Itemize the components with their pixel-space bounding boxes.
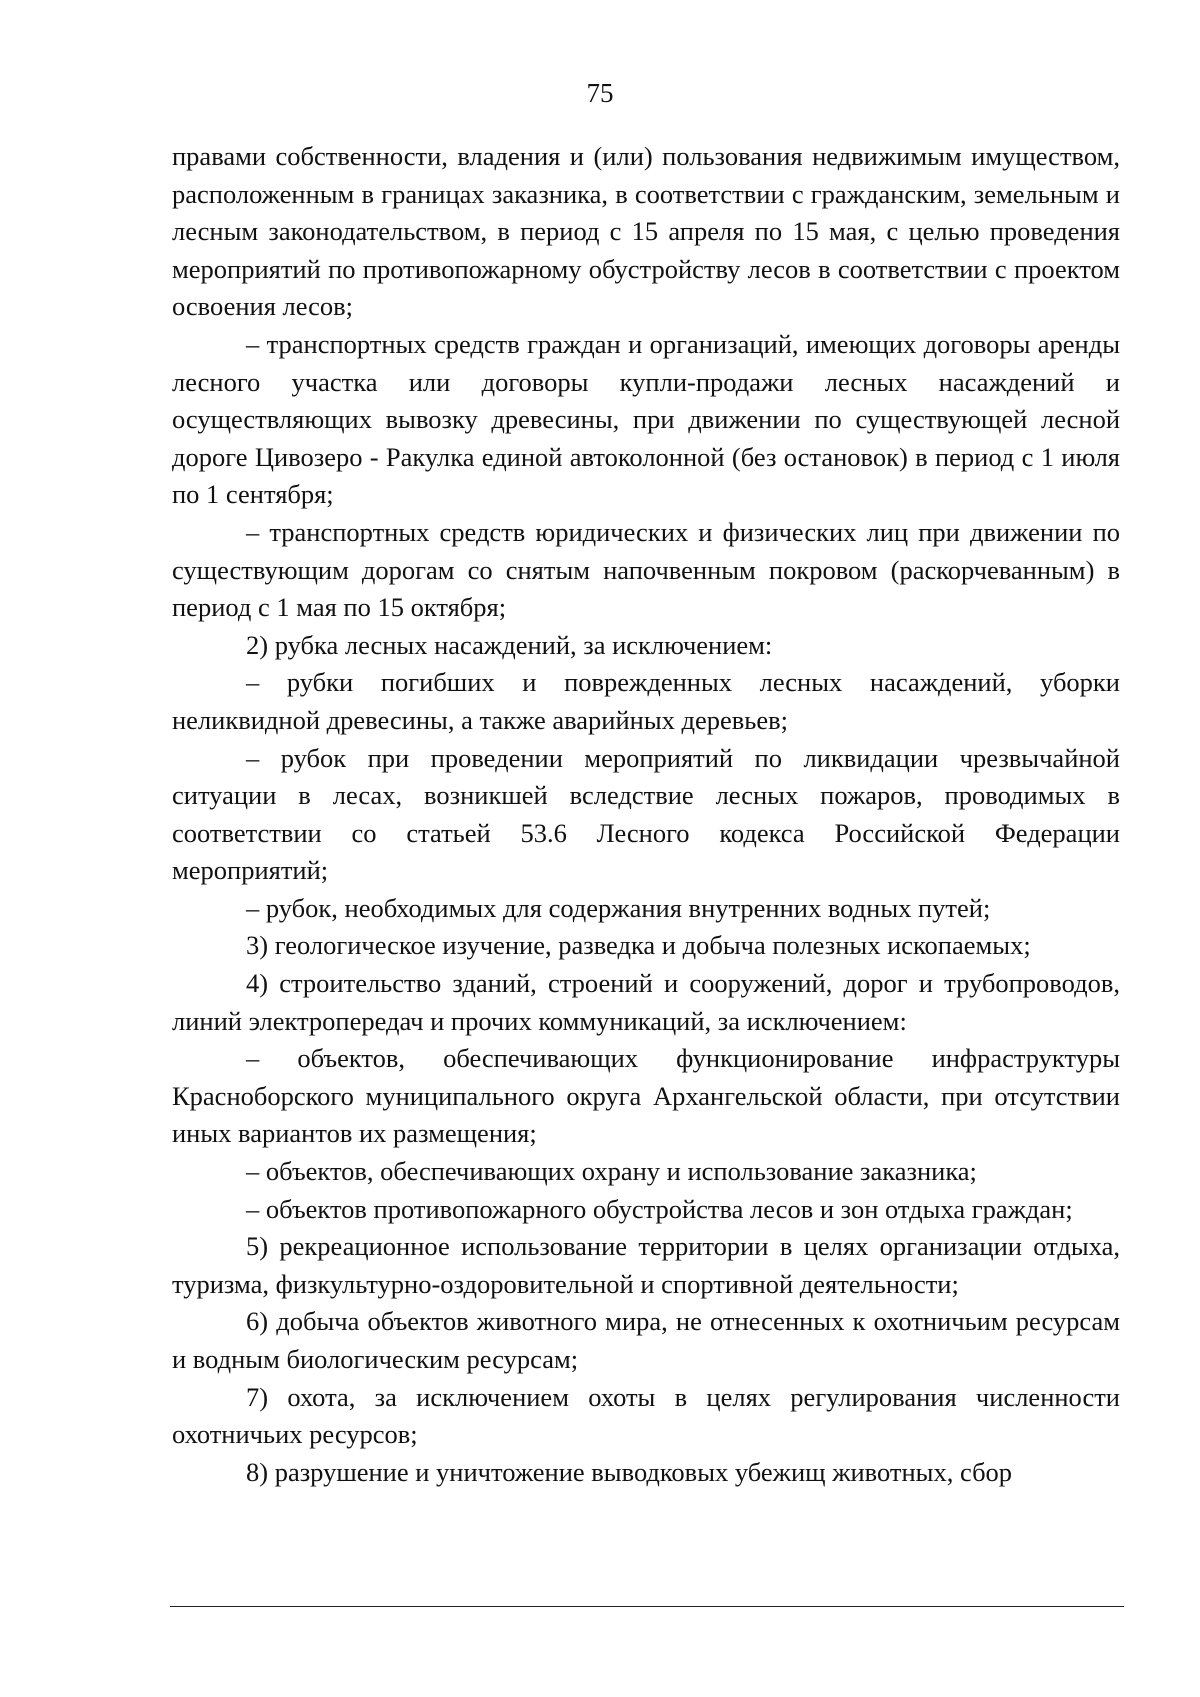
list-item: – объектов, обеспечивающих функционирование инфраструктуры Красноборского муниципального округа Архангельской области, при отсутствии иных вариантов их размещения;: [172, 1043, 1120, 1149]
list-item: – рубок при проведении мероприятий по ликвидации чрезвычайной ситуации в лесах, возникшей вследствие лесных пожаров, проводимых в соответствии со статьей 53.6 Лесного кодекса Российской Федерации мероприятий;: [172, 742, 1120, 886]
list-item: – рубок, необходимых для содержания внутренних водных путей;: [246, 892, 991, 923]
numbered-item: 5) рекреационное использование территории в целях организации отдыха, туризма, физкультурно-оздоровительной и спортивной деятельности;: [172, 1231, 1120, 1299]
numbered-item: 4) строительство зданий, строений и сооружений, дорог и трубопроводов, линий электропередач и прочих коммуникаций, за исключением:: [172, 968, 1120, 1036]
numbered-item: 7) охота, за исключением охоты в целях регулирования численности охотничьих ресурсов;: [172, 1381, 1120, 1450]
list-item: – транспортных средств юридических и физических лиц при движении по существующим дорогам со снятым напочвенным покровом (раскорчеванным) в период с 1 мая по 15 октября;: [172, 516, 1120, 623]
numbered-item: 2) рубка лесных насаждений, за исключением:: [246, 629, 773, 660]
list-item: – объектов, обеспечивающих охрану и использование заказника;: [246, 1156, 977, 1187]
page-number: 75: [586, 78, 614, 108]
list-item: – транспортных средств граждан и организаций, имеющих договоры аренды лесного участка или договоры купли-продажи лесных насаждений и осуществляющих вывозку древесины, при движении по существующей лесной дороге Цивозеро - Ракулка единой автоколонной (без остановок) в период с 1 июля по 1 сентября;: [172, 328, 1120, 510]
body-text: [172, 138, 1120, 1491]
numbered-item: 3) геологическое изучение, разведка и добыча полезных ископаемых;: [246, 930, 1031, 961]
numbered-item: 8) разрушение и уничтожение выводковых убежищ животных, сбор: [246, 1456, 1013, 1487]
footer-divider: [170, 1606, 1124, 1607]
paragraph-continuation: правами собственности, владения и (или) пользования недвижимым имуществом, расположенным в границах заказника, в соответствии с гражданским, земельным и лесным законодательством, в период с 15 апреля по 15 мая, с целью проведения мероприятий по противопожарному обустройству лесов в соответствии с проектом освоения лесов;: [172, 141, 1120, 322]
numbered-item: 6) добыча объектов животного мира, не отнесенных к охотничьим ресурсам и водным биологическим ресурсам;: [172, 1306, 1120, 1374]
list-item: – рубки погибших и поврежденных лесных насаждений, уборки неликвидной древесины, а также аварийных деревьев;: [172, 667, 1120, 735]
list-item: – объектов противопожарного обустройства лесов и зон отдыха граждан;: [246, 1193, 1073, 1224]
